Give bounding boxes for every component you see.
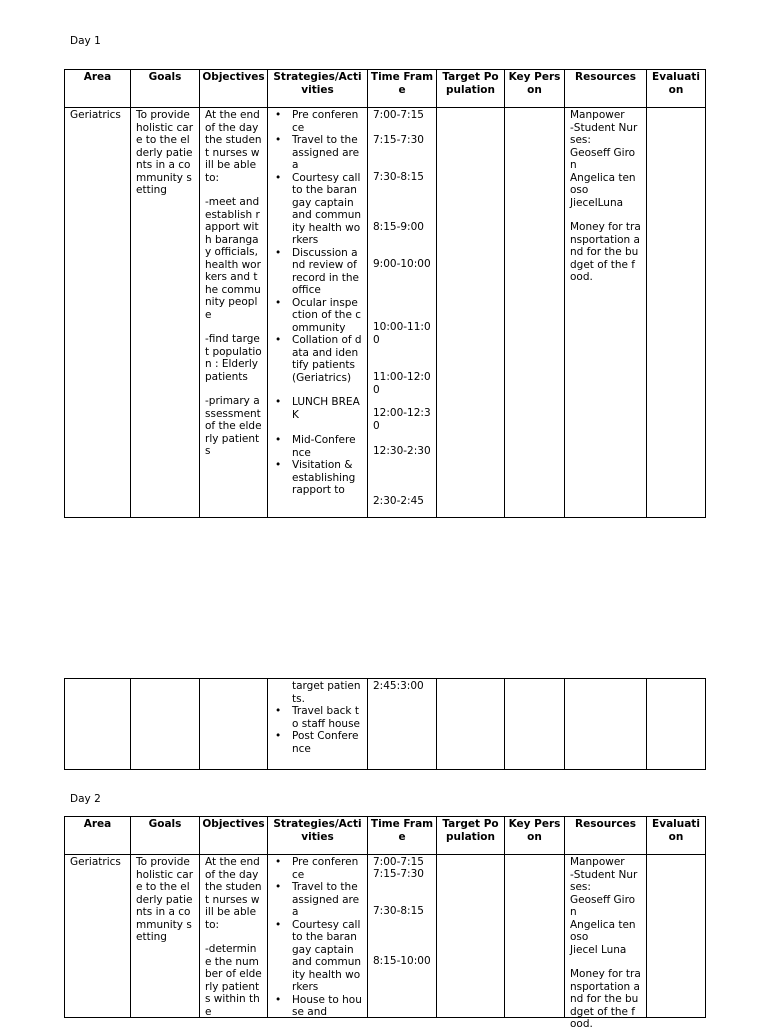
- objective-intro: At the end of the day the student nurses will be able to:: [205, 856, 264, 931]
- header-objectives: Objectives: [200, 70, 268, 108]
- time-slot: 2:45:3:00: [373, 680, 424, 692]
- objective-item: -primary assessment of the elderly patients: [205, 395, 265, 457]
- list-item: • Courtesy call to the barangay captain and community health workers: [292, 919, 362, 994]
- time-slot: 8:15-10:00: [373, 955, 431, 967]
- list-item: • Post Conference: [292, 730, 362, 755]
- list-item: • Visitation & establishing rapport to: [292, 459, 362, 497]
- objectives-cell: [200, 855, 268, 1018]
- goals-cell: [131, 679, 200, 770]
- day-2-label: Day 2: [70, 793, 101, 805]
- resource-line: JiecelLuna: [570, 196, 624, 209]
- header-goals: Goals: [131, 70, 200, 108]
- goals-cell: To provide holistic care to the elderly patients in a community setting: [131, 108, 200, 518]
- header-goals: Goals: [131, 817, 200, 855]
- list-item: • Travel to the assigned area: [292, 134, 362, 172]
- evaluation-cell: [647, 855, 706, 1018]
- time-slot: 8:15-9:00: [373, 221, 424, 233]
- objectives-cell: [200, 108, 268, 518]
- time-slot: 7:00-7:15: [373, 109, 424, 121]
- resource-line: Money for transportation and for the budget of the food.: [570, 968, 641, 1030]
- evaluation-cell: [647, 679, 706, 770]
- objectives-cell: [200, 679, 268, 770]
- area-cell: [65, 679, 131, 770]
- time-slot: 12:00-12:30: [373, 407, 431, 432]
- header-resources: Resources: [565, 817, 647, 855]
- list-item: • LUNCH BREAK: [292, 396, 362, 421]
- area-cell: Geriatrics: [65, 855, 131, 1018]
- header-time-frame: Time Frame: [368, 817, 437, 855]
- goals-cell: To provide holistic care to the elderly patients in a community setting: [131, 855, 200, 1018]
- target-population-cell: [437, 679, 505, 770]
- strategies-cell: [268, 855, 368, 1018]
- header-row: [65, 70, 706, 108]
- resource-line: Geoseff Giron: [570, 893, 636, 918]
- day-1-continuation-table: [64, 678, 706, 770]
- key-person-cell: [505, 679, 565, 770]
- time-slot: 7:30-8:15: [373, 171, 424, 183]
- list-item: • Pre conference: [292, 856, 362, 881]
- table-row: [65, 855, 706, 1018]
- time-slot: 10:00-11:00: [373, 321, 431, 346]
- resource-line: Angelica tenoso: [570, 171, 636, 196]
- day-1-plan-table: [64, 69, 706, 518]
- time-slot: 11:00-12:00: [373, 371, 431, 396]
- strategies-cell: [268, 108, 368, 518]
- header-evaluation: Evaluation: [647, 817, 706, 855]
- list-item: • Travel back to staff house: [292, 705, 362, 730]
- header-evaluation: Evaluation: [647, 70, 706, 108]
- time-slot: 9:00-10:00: [373, 258, 431, 270]
- table-row: [65, 679, 706, 770]
- time-frame-cell: [368, 679, 437, 770]
- header-target-population: Target Population: [437, 70, 505, 108]
- time-slot: 2:30-2:45: [373, 495, 424, 507]
- strategies-cell: [268, 679, 368, 770]
- time-slot: 7:00-7:15: [373, 856, 424, 868]
- resource-line: -Student Nurses:: [570, 121, 638, 146]
- area-cell: Geriatrics: [65, 108, 131, 518]
- strategies-list: [273, 109, 362, 497]
- time-slot: 7:15-7:30: [373, 868, 424, 880]
- list-item: • Pre conference: [292, 109, 362, 134]
- list-item: • Ocular inspection of the community: [292, 297, 362, 335]
- objective-item: -determine the number of elderly patients within the: [205, 943, 262, 1018]
- strategy-continued: target patients.: [292, 680, 361, 705]
- header-target-population: Target Population: [437, 817, 505, 855]
- resource-line: Jiecel Luna: [570, 943, 627, 956]
- objective-item: -meet and establish rapport with barangay officials, health workers and the community people: [205, 196, 263, 321]
- resource-line: Geoseff Giron: [570, 146, 636, 171]
- key-person-cell: [505, 108, 565, 518]
- header-key-person: Key Person: [505, 817, 565, 855]
- target-population-cell: [437, 855, 505, 1018]
- header-key-person: Key Person: [505, 70, 565, 108]
- list-item: • Discussion and review of record in the office: [292, 247, 362, 297]
- table-row: [65, 108, 706, 518]
- time-slot: 7:15-7:30: [373, 134, 424, 146]
- strategies-list: [273, 856, 362, 1019]
- list-item: • House to house and: [292, 994, 362, 1019]
- objective-item: -find target population : Elderly patients: [205, 333, 262, 383]
- time-frame-cell: [368, 108, 437, 518]
- resource-line: Manpower: [570, 109, 625, 121]
- time-slot: 12:30-2:30: [373, 445, 431, 457]
- day-2-plan-table: [64, 816, 706, 1030]
- resource-line: Manpower: [570, 856, 625, 868]
- list-item: • Courtesy call to the barangay captain and community health workers: [292, 172, 362, 247]
- objective-intro: At the end of the day the student nurses will be able to:: [205, 109, 264, 184]
- header-objectives: Objectives: [200, 817, 268, 855]
- resources-cell: [565, 679, 647, 770]
- resources-cell: [565, 108, 647, 518]
- header-row: [65, 817, 706, 855]
- resource-line: Money for transportation and for the budget of the food.: [570, 221, 641, 283]
- header-time-frame: Time Frame: [368, 70, 437, 108]
- key-person-cell: [505, 855, 565, 1018]
- time-slot: 7:30-8:15: [373, 905, 424, 917]
- resources-cell: [565, 855, 647, 1030]
- time-frame-cell: [368, 855, 437, 1018]
- list-item: • Collation of data and identify patients(Geriatrics): [292, 334, 362, 384]
- resource-line: Angelica tenoso: [570, 918, 636, 943]
- header-resources: Resources: [565, 70, 647, 108]
- resource-line: -Student Nurses:: [570, 868, 638, 893]
- header-strategies: Strategies/Activities: [268, 70, 368, 108]
- target-population-cell: [437, 108, 505, 518]
- list-item: • Mid-Conference: [292, 434, 362, 459]
- evaluation-cell: [647, 108, 706, 518]
- header-area: Area: [65, 70, 131, 108]
- list-item: • Travel to the assigned area: [292, 881, 362, 919]
- strategies-list: [273, 705, 362, 755]
- header-strategies: Strategies/Activities: [268, 817, 368, 855]
- header-area: Area: [65, 817, 131, 855]
- day-1-label: Day 1: [70, 35, 101, 47]
